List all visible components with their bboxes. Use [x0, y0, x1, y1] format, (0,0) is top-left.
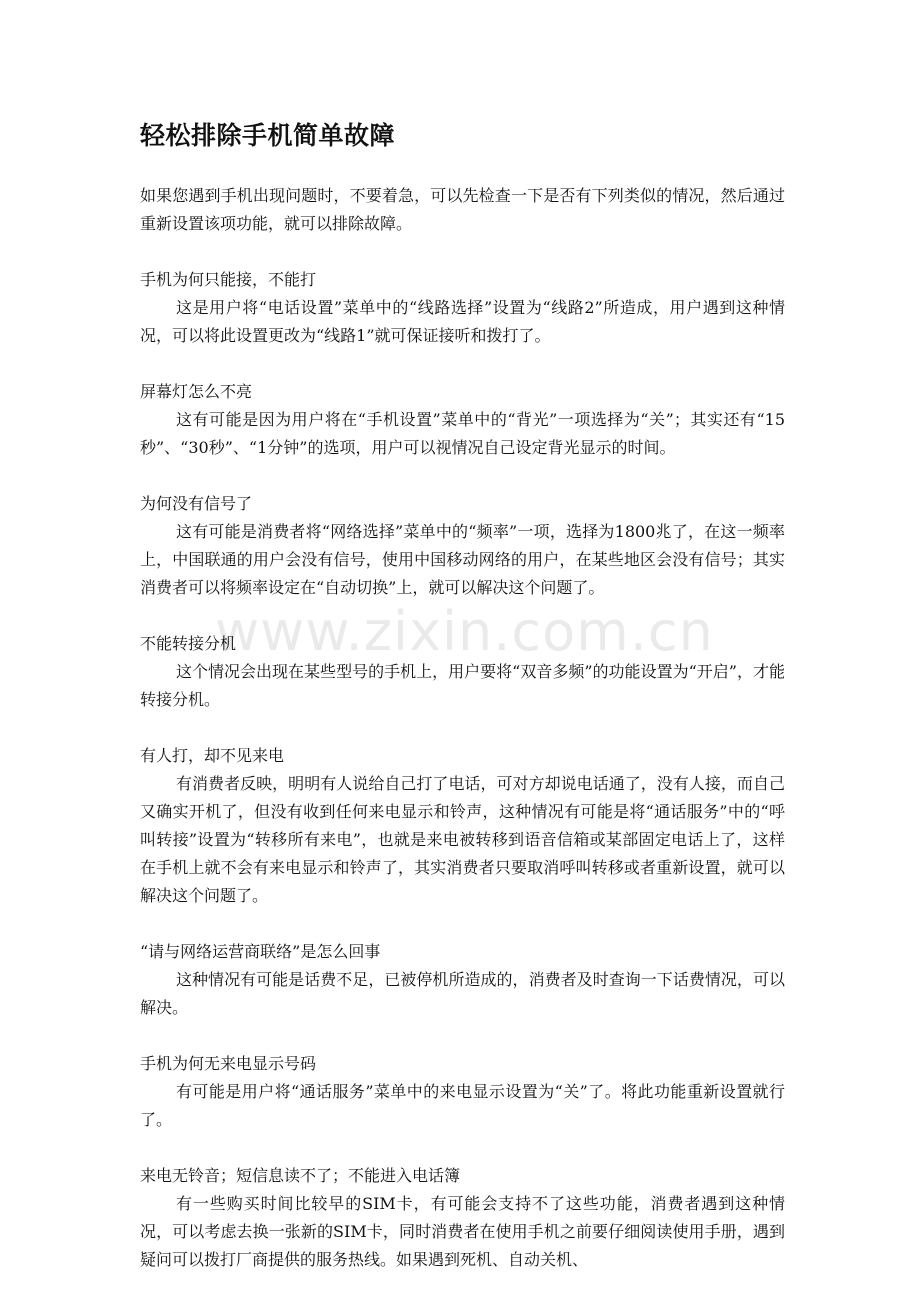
section-contact-operator	[140, 938, 785, 1022]
section-no-signal	[140, 490, 785, 602]
section-heading: 来电无铃音；短信息读不了；不能进入电话簿	[140, 1166, 461, 1185]
section-caller-id	[140, 1050, 785, 1134]
section-body: 这种情况有可能是话费不足，已被停机所造成的，消费者及时查询一下话费情况，可以解决。	[140, 970, 785, 1017]
section-screen-light	[140, 378, 785, 462]
section-heading: 为何没有信号了	[140, 494, 253, 513]
watermark: www.zixin.com.cn	[215, 600, 714, 663]
section-heading: 手机为何无来电显示号码	[140, 1054, 317, 1073]
section-missed-calls	[140, 742, 785, 910]
section-body: 有一些购买时间比较早的SIM卡，有可能会支持不了这些功能，消费者遇到这种情况，可以考虑去换一张新的SIM卡，同时消费者在使用手机之前要仔细阅读使用手册，遇到疑问可以拨打厂商提供的服务热线。如果遇到死机、自动关机、	[140, 1194, 785, 1269]
section-body: 有可能是用户将“通话服务”菜单中的来电显示设置为“关”了。将此功能重新设置就行了。	[140, 1082, 785, 1129]
section-heading: 有人打，却不见来电	[140, 746, 285, 765]
section-only-receive	[140, 266, 785, 350]
section-body: 这有可能是因为用户将在“手机设置”菜单中的“背光”一项选择为“关”；其实还有“15秒”、“30秒”、“1分钟”的选项，用户可以视情况自己设定背光显示的时间。	[140, 410, 785, 457]
section-body: 这是用户将“电话设置”菜单中的“线路选择”设置为“线路2”所造成，用户遇到这种情况，可以将此设置更改为“线路1”就可保证接听和拨打了。	[140, 298, 785, 345]
section-body: 这有可能是消费者将“网络选择”菜单中的“频率”一项，选择为1800兆了，在这一频率上，中国联通的用户会没有信号，使用中国移动网络的用户，在某些地区会没有信号；其实消费者可以将频率设定在“自动切换”上，就可以解决这个问题了。	[140, 522, 785, 597]
section-body: 有消费者反映，明明有人说给自己打了电话，可对方却说电话通了，没有人接，而自己又确实开机了，但没有收到任何来电显示和铃声，这种情况有可能是将“通话服务”中的“呼叫转接”设置为“转移所有来电”，也就是来电被转移到语音信箱或某部固定电话上了，这样在手机上就不会有来电显示和铃声了，其实消费者只要取消呼叫转移或者重新设置，就可以解决这个问题了。	[140, 774, 785, 905]
section-heading: “请与网络运营商联络”是怎么回事	[140, 942, 381, 961]
section-sim-card	[140, 1162, 785, 1274]
document-page	[140, 118, 785, 1302]
section-heading: 屏幕灯怎么不亮	[140, 382, 253, 401]
section-body: 这个情况会出现在某些型号的手机上，用户要将“双音多频”的功能设置为“开启”，才能转接分机。	[140, 662, 785, 709]
page-title: 轻松排除手机简单故障	[140, 121, 396, 150]
section-heading: 不能转接分机	[140, 634, 237, 653]
section-extension-transfer	[140, 630, 785, 714]
intro-paragraph: 如果您遇到手机出现问题时，不要着急，可以先检查一下是否有下列类似的情况，然后通过重新设置该项功能，就可以排除故障。	[140, 186, 785, 233]
section-heading: 手机为何只能接，不能打	[140, 270, 317, 289]
